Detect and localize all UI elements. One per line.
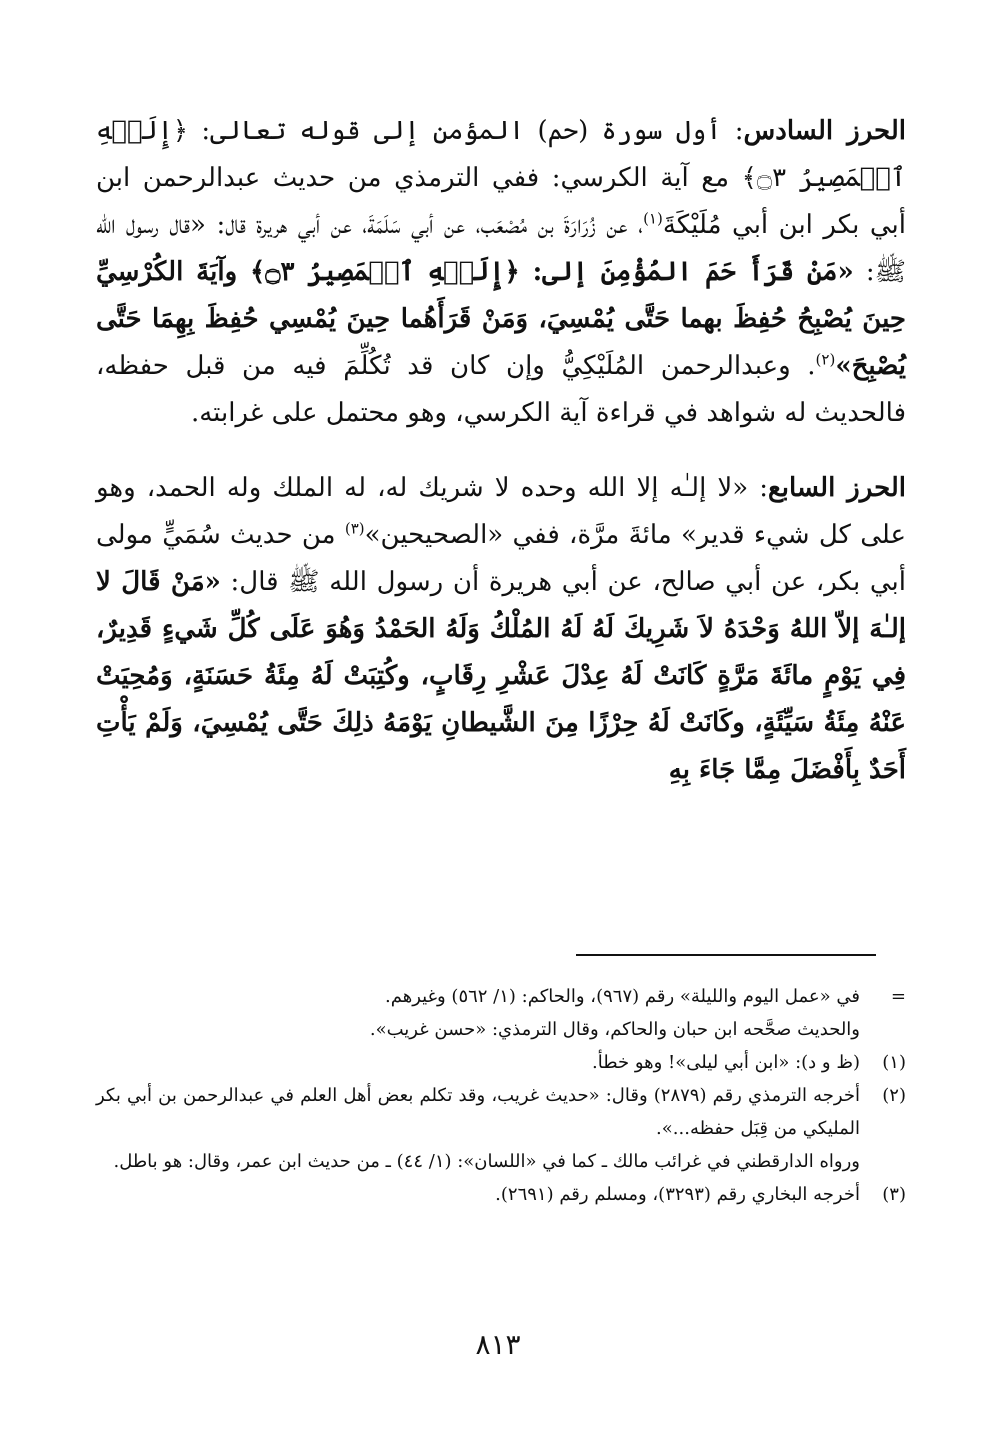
footnote-item-3	[96, 1178, 906, 1211]
section-heading-seventh: الحرز السابع	[767, 473, 907, 503]
footnote-text: ورواه الدارقطني في غرائب مالك ـ كما في «اللسان»: (١/ ٤٤) ـ من حديث ابن عمر، وقال: هو باطل.	[113, 1151, 860, 1172]
continuation-marker: =	[890, 986, 906, 1007]
paragraph-seventh-amulet	[96, 465, 906, 794]
footnote-ref-1: (١)	[643, 209, 663, 228]
paragraph-text: ، عن زُرَارَةَ بن مُصْعَب، عن أبي سَلَمَةَ، عن أبي هريرة قال: «قال رسول الله ﷺ:	[96, 210, 906, 287]
footnote-text: أخرجه الترمذي رقم (٢٨٧٩) وقال: «حديث غريب، وقد تكلم بعض أهل العلم في عبدالرحمن بن أبي بكر المليكي من قِبَل حفظه...».	[96, 1085, 860, 1139]
footnote-number: (١)	[882, 1052, 906, 1073]
footnote-text: أخرجه البخاري رقم (٣٢٩٣)، ومسلم رقم (٢٦٩١).	[495, 1184, 860, 1205]
main-text	[96, 108, 906, 794]
footnote-divider	[576, 954, 876, 956]
paragraph-text: . وعبدالرحمن المُلَيْكِيُّ وإن كان قد تُكُلِّمَ فيه من قبل حفظه، فالحديث له شواهد في قراءة آية الكرسي، وهو محتمل على غرابته.	[96, 351, 906, 428]
footnote-item-2	[96, 1079, 906, 1145]
paragraph-sixth-amulet	[96, 108, 906, 437]
footnote-text: في «عمل اليوم والليلة» رقم (٩٦٧)، والحاكم: (١/ ٥٦٢) وغيرهم.	[385, 986, 860, 1007]
footnote-item-1	[96, 1046, 906, 1079]
hadith-quote: «مَنْ قَالَ لا إلـٰهَ إلاّ اللهُ وَحْدَهُ لاَ شَرِيكَ لَهُ لَهُ المُلْكُ وَلَهُ الحَمْدُ وَهُوَ عَلَى كُلِّ شَيءٍ قَدِيرٌ، فِي يَوْمٍ مائَةَ مَرَّةٍ كَانَتْ لَهُ عِدْلَ عَشْرِ رِقَابٍ، وكُتِبَتْ لَهُ مِئَةُ حَسَنَةٍ، وَمُحِيَتْ عَنْهُ مِئَةُ سَيِّئَةٍ، وكَانَتْ لَهُ حِرْزًا مِنَ الشَّيطانِ يَوْمَهُ ذلِكَ حَتَّى يُمْسِيَ، وَلَمْ يَأْتِ أَحَدٌ بِأَفْضَلَ مِمَّا جَاءَ بِهِ	[96, 567, 906, 785]
footnote-text: (ظ و د): «ابن أبي ليلى»! وهو خطأ.	[592, 1052, 860, 1073]
footnote-ref-3: (٣)	[344, 519, 365, 538]
footnotes	[96, 980, 906, 1211]
footnote-number: (٣)	[882, 1184, 906, 1205]
paragraph-text: : «لا إلـٰه إلا الله وحده لا شريك له، له الملك وله الحمد، وهو على كل شيء قدير» مائةَ مرَّة، ففي «الصحيحين»	[96, 473, 906, 550]
footnote-text: والحديث صحَّحه ابن حبان والحاكم، وقال الترمذي: «حسن غريب».	[369, 1019, 860, 1040]
section-heading-sixth: الحرز السادس	[743, 116, 906, 146]
page-number: ٨١٣	[475, 1328, 521, 1361]
footnote-number: (٢)	[882, 1085, 906, 1106]
paragraph-text: : أول سورة (حم) المؤمن إلى قوله تعالى: ﴿إِلَيۡهِ ٱلۡمَصِيرُ ۝٣﴾ مع آية الكرسي: ففي الترمذي من حديث عبدالرحمن ابن أبي بكر ابن أبي مُلَيْكَةَ	[96, 116, 906, 240]
footnote-ref-2: (٢)	[815, 350, 836, 369]
hadith-quote: «مَنْ قَرَأَ حَمَ المُؤْمِنَ إلى: ﴿إِلَيۡهِ ٱلۡمَصِيرُ ۝٣﴾ وآيَةَ الكُرْسِيِّ حِينَ يُصْبِحُ حُفِظَ بهما حَتَّى يُمْسِيَ، وَمَنْ قَرَأَهُما حِينَ يُمْسِي حُفِظَ بِهِمَا حَتَّى يُصْبِحَ»	[96, 257, 906, 381]
paragraph-text: من حديث سُمَيٍّ مولى أبي بكر، عن أبي صالح، عن أبي هريرة أن رسول الله ﷺ قال:	[96, 520, 906, 597]
footnote-continuation	[96, 980, 906, 1013]
